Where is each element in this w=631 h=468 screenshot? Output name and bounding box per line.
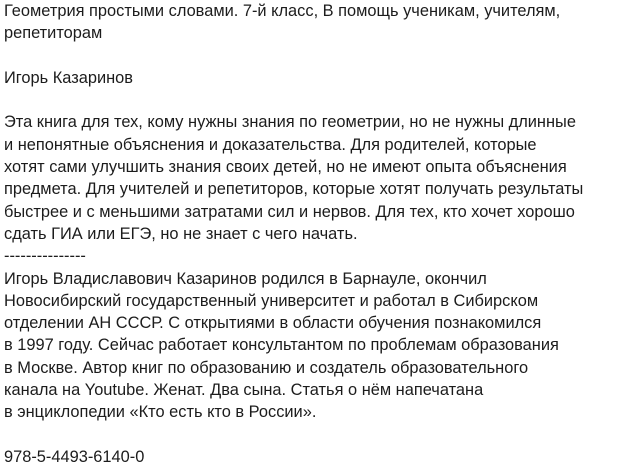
- description-line: сдать ГИА или ЕГЭ, но не знает с чего начать.: [4, 224, 358, 243]
- bio-line: в энциклопедии «Кто есть кто в России».: [4, 403, 317, 422]
- isbn-line: 978-5-4493-6140-0: [4, 447, 145, 466]
- bio-line: отделении АН СССР. С открытиями в области обучения познакомился: [4, 314, 542, 333]
- description-paragraph: [4, 111, 630, 245]
- description-line: быстрее и с меньшими затратами сил и нервов. Для тех, кто хочет хорошо: [4, 202, 575, 221]
- blank-line: [4, 424, 630, 446]
- bio-line: в Москве. Автор книг по образованию и создатель образовательного: [4, 358, 529, 377]
- author-bio-paragraph: [4, 268, 630, 424]
- separator: [4, 245, 630, 267]
- description-line: Эта книга для тех, кому нужны знания по геометрии, но не нужны длинные: [4, 113, 576, 132]
- author-name: [4, 67, 630, 89]
- bio-line: канала на Youtube. Женат. Два сына. Статья о нём напечатана: [4, 381, 484, 400]
- separator-line: ---------------: [4, 247, 86, 266]
- bio-line: в 1997 году. Сейчас работает консультантом по проблемам образования: [4, 336, 559, 355]
- author-line: Игорь Казаринов: [4, 68, 133, 87]
- isbn: [4, 446, 630, 468]
- bio-line: Игорь Владиславович Казаринов родился в Барнауле, окончил: [4, 269, 487, 288]
- description-line: хотят сами улучшить знания своих детей, но не имеют опыта объяснения: [4, 158, 567, 177]
- book-description: [4, 0, 630, 468]
- book-title-line: Геометрия простыми словами. 7-й класс, В помощь ученикам, учителям,: [4, 2, 561, 20]
- book-title-line: репетиторам: [4, 24, 103, 43]
- book-title: [4, 0, 630, 45]
- description-line: и непонятные объяснения и доказательства. Для родителей, которые: [4, 135, 537, 154]
- description-line: предмета. Для учителей и репетиторов, которые хотят получать результаты: [4, 180, 584, 199]
- blank-line: [4, 89, 630, 111]
- blank-line: [4, 45, 630, 67]
- bio-line: Новосибирский государственный университет и работал в Сибирском: [4, 291, 539, 310]
